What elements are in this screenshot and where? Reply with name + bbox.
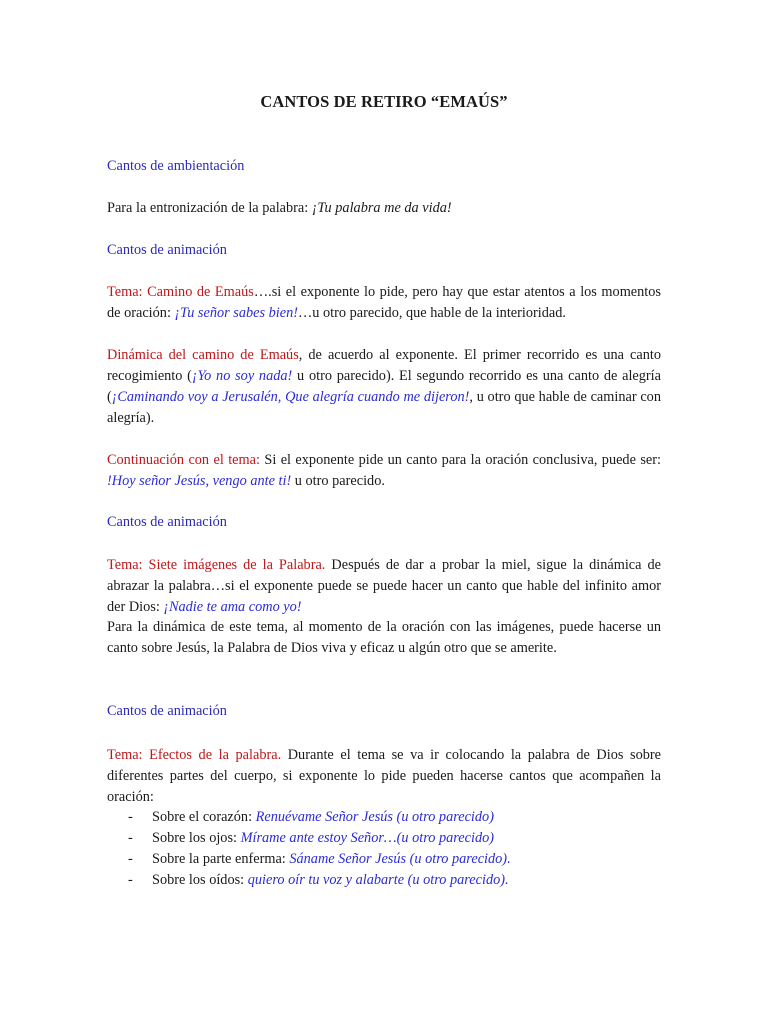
dinamica-text-1: , de acuerdo al exponente. El primer recorrido es una canto recogimiento ( [107, 347, 662, 384]
paragraph-tema-3 [107, 745, 661, 808]
list-item-prefix: Sobre la parte enferma: [152, 851, 290, 867]
dinamica-text-3: , u otro que hable de caminar con alegría). [107, 389, 661, 426]
paragraph-tema-1 [107, 282, 661, 324]
entronizacion-text: Para la entronización de la palabra: [107, 200, 312, 216]
entronizacion-song: ¡Tu palabra me da vida! [311, 200, 452, 216]
list-item [128, 849, 648, 870]
tema-1-text: ….si el exponente lo pide, pero hay que estar atentos a los momentos de oración: [107, 284, 661, 321]
section-heading-animacion-3: Cantos de animación [107, 703, 227, 719]
tema-2-song: ¡Nadie te ama como yo! [163, 599, 302, 615]
list-item [128, 828, 648, 849]
list-item-song: Mírame ante estoy Señor…(u otro parecido) [240, 830, 495, 846]
tema-1-tail: …u otro parecido, que hable de la interioridad. [298, 305, 566, 321]
list-item-prefix: Sobre los oídos: [152, 872, 248, 888]
tema-3-label: Tema: Efectos de la palabra. [107, 747, 282, 763]
bullet-dash: - [128, 830, 133, 846]
dinamica-text-2: u otro parecido). El segundo recorrido es una canto de alegría ( [107, 368, 661, 405]
list-item [128, 870, 648, 891]
paragraph-entronizacion [107, 198, 661, 219]
body-parts-song-list [128, 807, 648, 891]
dinamica-song-1: ¡Yo no soy nada! [191, 368, 293, 384]
continuacion-label: Continuación con el tema: [107, 452, 260, 468]
tema-2-label: Tema: Siete imágenes de la Palabra. [107, 557, 326, 573]
section-heading-ambientacion: Cantos de ambientación [107, 158, 245, 174]
paragraph-tema-2-dinamica: Para la dinámica de este tema, al momento de la oración con las imágenes, puede hacerse un canto sobre Jesús, la Palabra de Dios viva y eficaz u algún otro que se amerite. [107, 619, 661, 656]
paragraph-continuacion [107, 450, 661, 492]
list-item-song: Renuévame Señor Jesús (u otro parecido) [255, 809, 494, 825]
bullet-dash: - [128, 809, 133, 825]
list-item-prefix: Sobre el corazón: [152, 809, 256, 825]
paragraph-tema-2 [107, 555, 661, 618]
tema-3-text: Durante el tema se va ir colocando la palabra de Dios sobre diferentes partes del cuerpo, si exponente lo pide pueden hacerse cantos que acompañen la oración: [107, 747, 661, 805]
bullet-dash: - [128, 851, 133, 867]
list-item-song: quiero oír tu voz y alabarte (u otro parecido). [247, 872, 509, 888]
section-heading-animacion-2: Cantos de animación [107, 514, 227, 530]
tema-1-label: Tema: Camino de Emaús [107, 284, 254, 300]
dinamica-song-2: ¡Caminando voy a Jerusalén, Que alegría cuando me dijeron! [111, 389, 470, 405]
section-heading-animacion-1: Cantos de animación [107, 242, 227, 258]
paragraph-dinamica [107, 345, 661, 429]
bullet-dash: - [128, 872, 133, 888]
tema-2-text: Después de dar a probar la miel, sigue la dinámica de abrazar la palabra…si el exponente puede se puede hacer un canto que hable del infinito amor der Dios: [107, 557, 661, 615]
tema-1-song: ¡Tu señor sabes bien! [174, 305, 298, 321]
list-item-song: Sáname Señor Jesús (u otro parecido). [289, 851, 511, 867]
list-item [128, 807, 648, 828]
dinamica-label: Dinámica del camino de Emaús [107, 347, 299, 363]
continuacion-text: Si el exponente pide un canto para la oración conclusiva, puede ser: [259, 452, 661, 468]
list-item-prefix: Sobre los ojos: [152, 830, 241, 846]
continuacion-tail: u otro parecido. [291, 473, 385, 489]
document-title: CANTOS DE RETIRO “EMAÚS” [260, 92, 508, 111]
continuacion-song: !Hoy señor Jesús, vengo ante ti! [107, 473, 292, 489]
